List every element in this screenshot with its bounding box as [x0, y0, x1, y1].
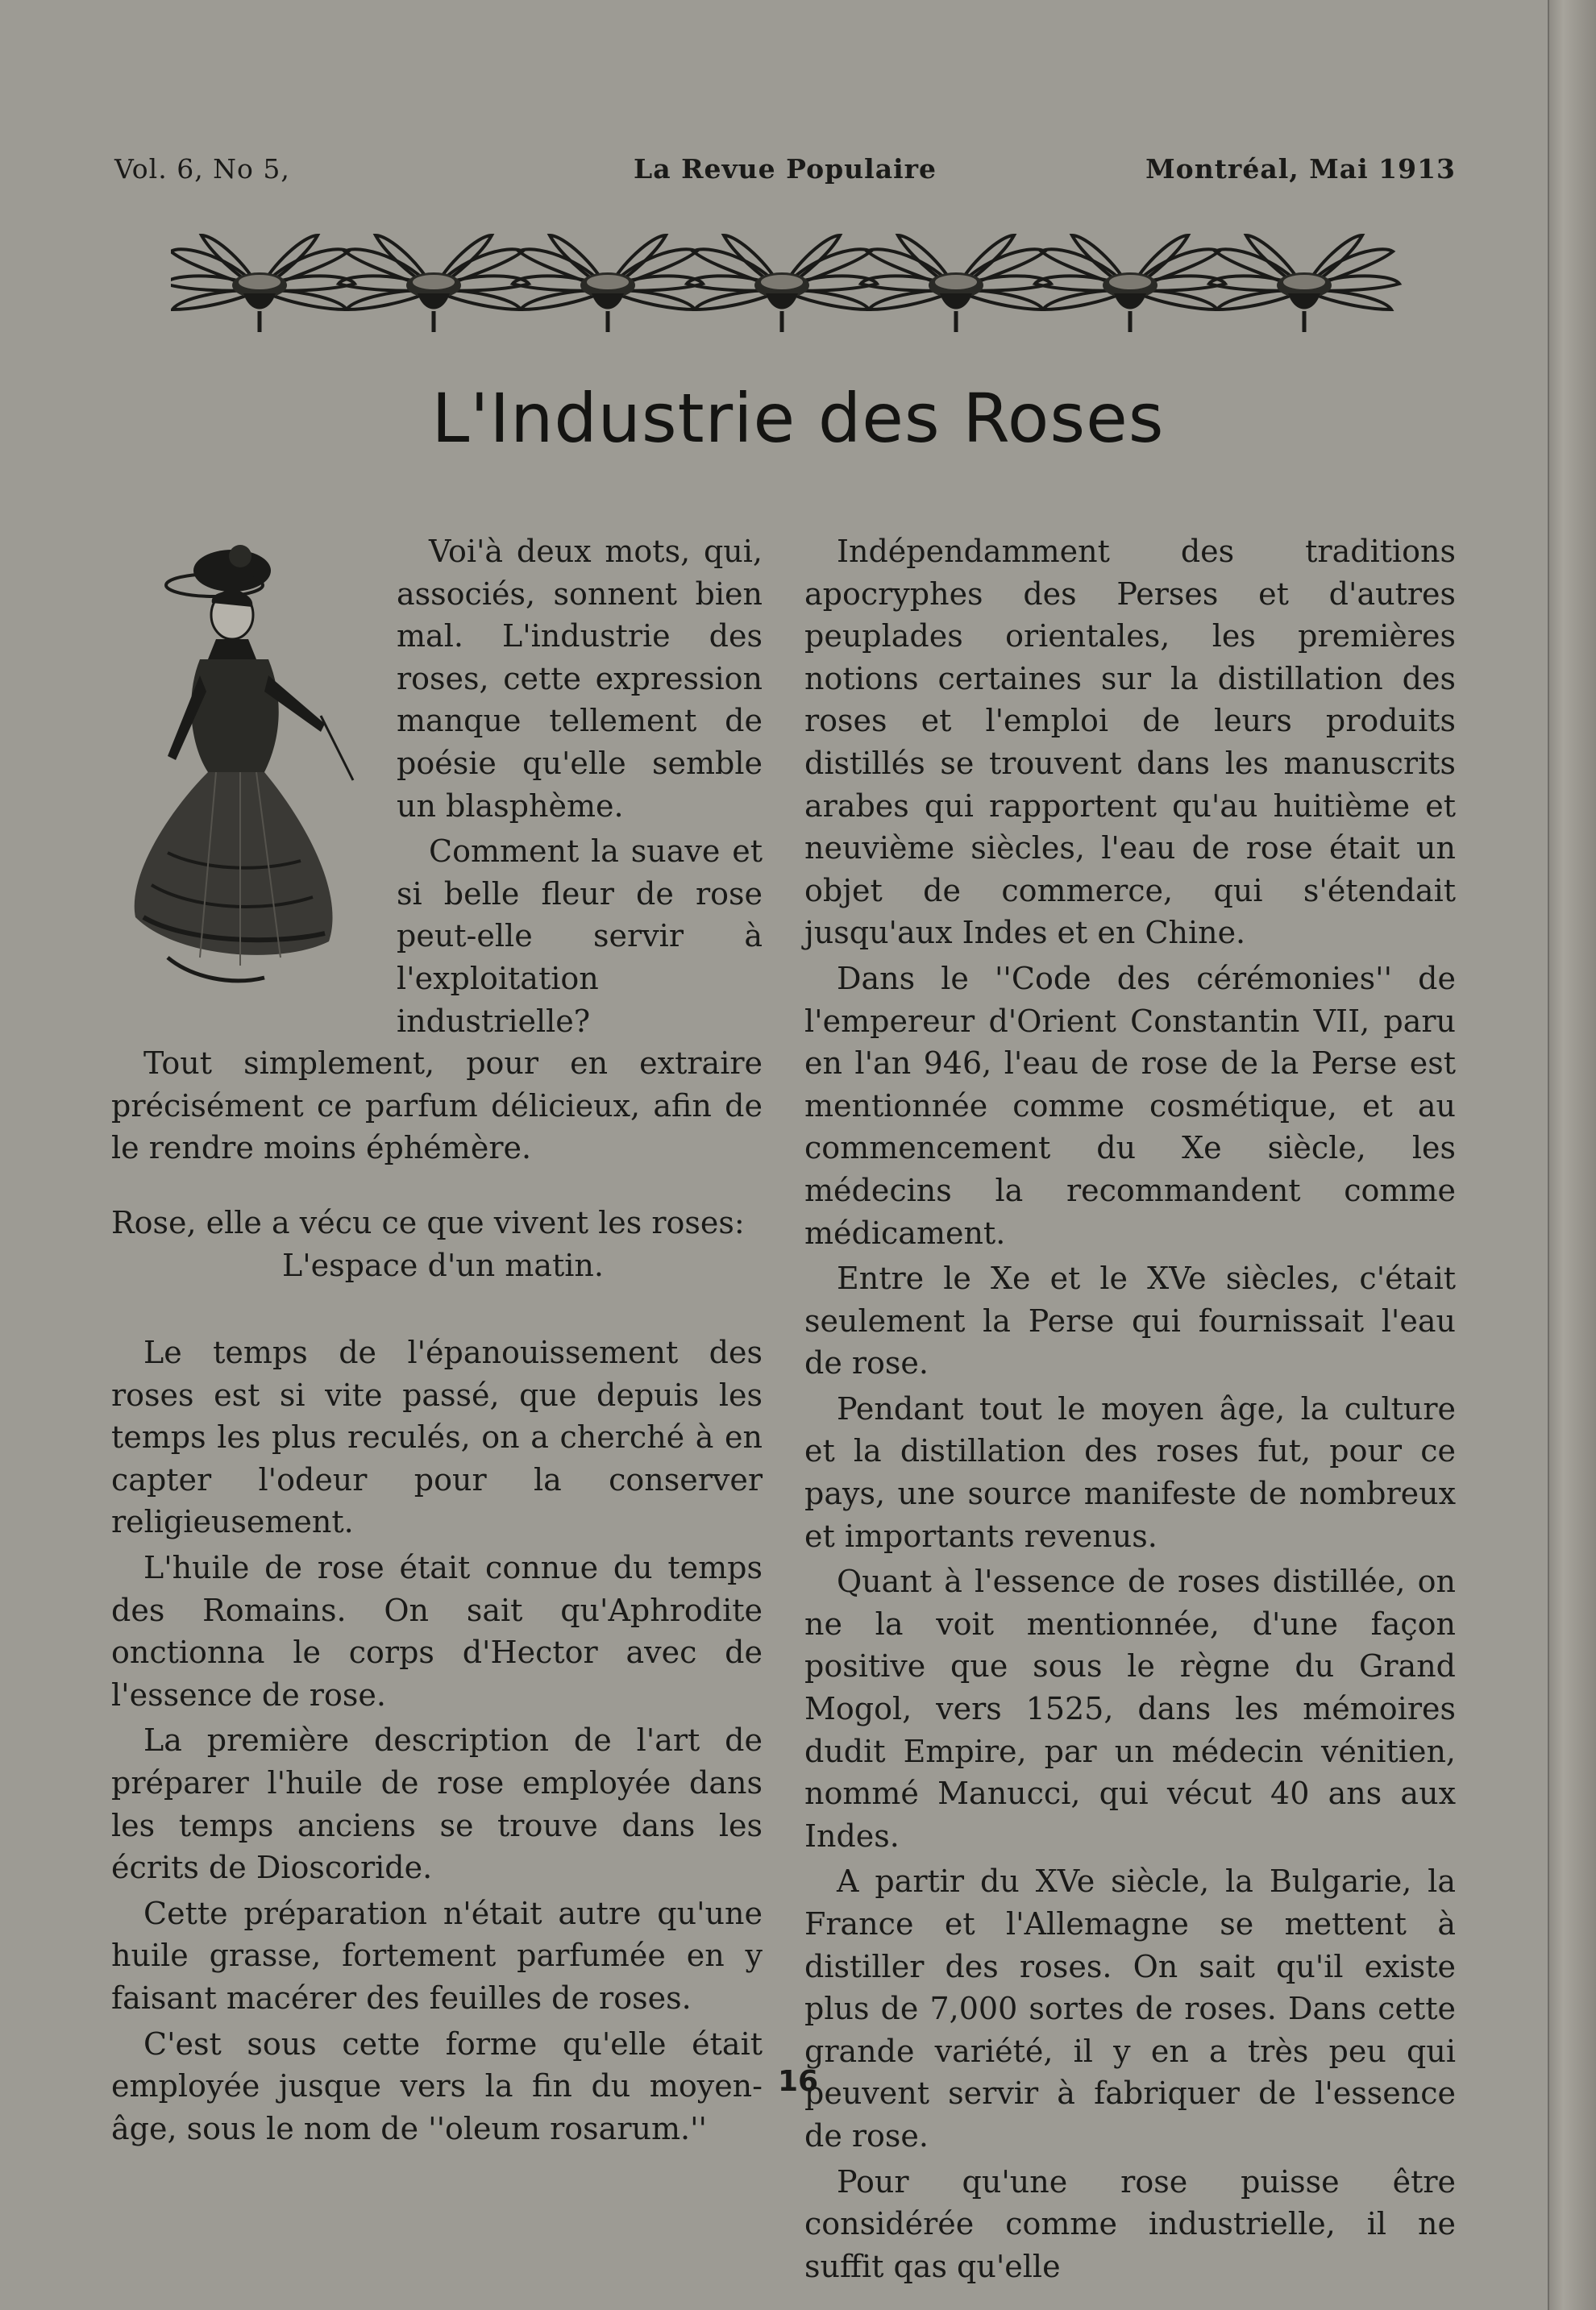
- paragraph: Tout simplement, pour en extraire précisément ce parfum délicieux, afin de le rendre moins éphémère.: [111, 1045, 763, 1166]
- right-column: [804, 530, 1456, 2287]
- paragraph: Comment la suave et si belle fleur de rose peut-elle servir à l'exploitation industrielle?: [397, 833, 763, 1039]
- date-line: Montréal, Mai 1913: [1145, 153, 1456, 185]
- paragraph: L'huile de rose était connue du temps des Romains. On sait qu'Aphrodite onctionna le corps d'Hector avec de l'essence de rose.: [111, 1550, 763, 1713]
- left-column: [111, 530, 763, 2150]
- daisy-ornament-band: [171, 219, 1406, 348]
- page-header: [114, 153, 1456, 193]
- page-number: 16: [777, 2065, 819, 2098]
- paragraph: Quant à l'essence de roses distillée, on ne la voit mentionnée, d'une façon positive que sous le règne du Grand Mogol, vers 1525, dans les mémoires dudit Empire, par un médecin vénitien, nommé Manucci, qui vécut 40 ans aux Indes.: [804, 1564, 1456, 1854]
- magazine-name: La Revue Populaire: [634, 153, 937, 185]
- paragraph: Voi'à deux mots, qui, associés, sonnent bien mal. L'industrie des roses, cette expression manque tellement de poésie qu'elle semble un blasphème.: [397, 534, 763, 824]
- volume-number: Vol. 6, No 5,: [114, 153, 290, 185]
- paragraph: Le temps de l'épanouissement des roses est si vite passé, que depuis les temps les plus reculés, on a cherché à en capter l'odeur pour la conserver religieusement.: [111, 1335, 763, 1540]
- paragraph: La première description de l'art de préparer l'huile de rose employée dans les temps anciens se trouve dans les écrits de Dioscoride.: [111, 1722, 763, 1886]
- paragraph: Dans le ''Code des cérémonies'' de l'empereur d'Orient Constantin VII, paru en l'an 946, l'eau de rose de la Perse est mentionnée comme cosmétique, et au commencement du Xe siècle, les médecins la recommandent comme médicament.: [804, 960, 1456, 1251]
- paragraph: Entre le Xe et le XVe siècles, c'était seulement la Perse qui fournissait l'eau de rose.: [804, 1261, 1456, 1381]
- paragraph: A partir du XVe siècle, la Bulgarie, la France et l'Allemagne se mettent à distiller des roses. On sait qu'il existe plus de 7,000 sortes de roses. Dans cette grande variété, il y en a très peu qui peuvent servir à fabriquer de l'essence de rose.: [804, 1863, 1456, 2154]
- paragraph: Indépendamment des traditions apocryphes des Perses et d'autres peuplades orientales, les premières notions certaines sur la distillation des roses et l'emploi de leurs produits distillés se trouvent dans les manuscrits arabes qui rapportent qu'au huitième et neuvième siècles, l'eau de rose était un objet de commerce, qui s'étendait jusqu'aux Indes et en Chine.: [804, 534, 1456, 951]
- paragraph: Pour qu'une rose puisse être considérée comme industrielle, il ne suffit qas qu'elle: [804, 2163, 1456, 2284]
- paragraph: C'est sous cette forme qu'elle était employée jusque vers la fin du moyen-âge, sous le nom de ''oleum rosarum.'': [111, 2025, 763, 2146]
- paragraph: Pendant tout le moyen âge, la culture et la distillation des roses fut, pour ce pays, une source manifeste de nombreux et importants revenus.: [804, 1390, 1456, 1554]
- verse-line: Rose, elle a vécu ce que vivent les roses:: [111, 1204, 745, 1240]
- verse-quote: [111, 1202, 763, 1286]
- page-edge: [1548, 0, 1596, 2310]
- paragraph: Cette préparation n'était autre qu'une huile grasse, fortement parfumée en y faisant macérer des feuilles de roses.: [111, 1895, 763, 2016]
- intro-text: [111, 530, 763, 1042]
- article-title: L'Industrie des Roses: [431, 379, 1165, 458]
- verse-line: L'espace d'un matin.: [282, 1247, 604, 1283]
